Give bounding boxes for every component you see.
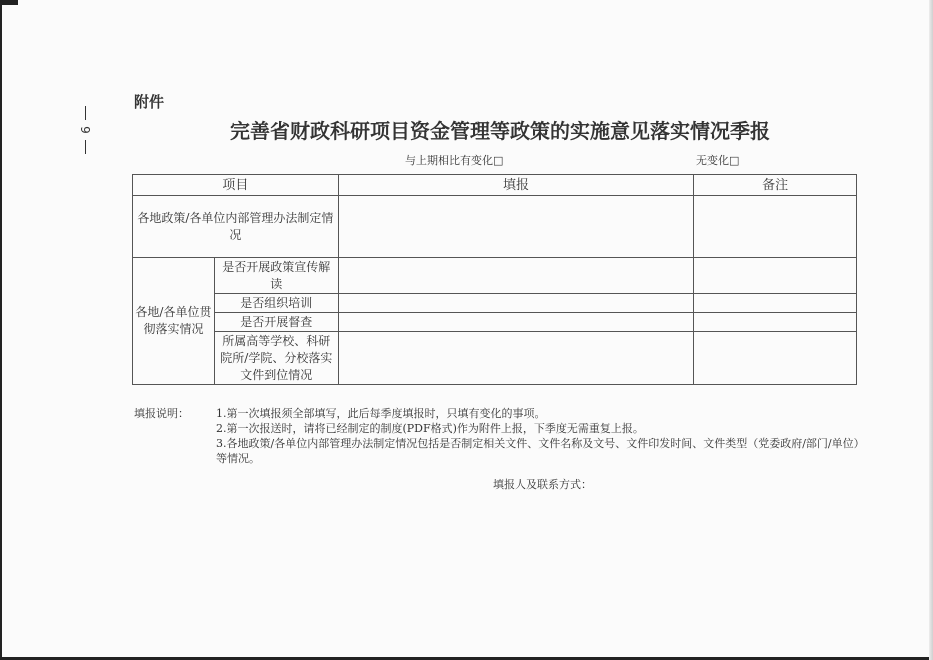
note-item: 2.第一次报送时，请将已经制定的制度(PDF格式)作为附件上报，下季度无需重复上报。 xyxy=(216,422,644,435)
sub-item-label: 所属高等学校、科研院所/学院、分校落实文件到位情况 xyxy=(214,332,338,385)
document-title: 完善省财政科研项目资金管理等政策的实施意见落实情况季报 xyxy=(230,119,770,143)
header-item: 项目 xyxy=(133,175,339,196)
scan-border-mark xyxy=(0,0,18,5)
row-policy-fill[interactable] xyxy=(338,196,693,258)
sub-item-fill[interactable] xyxy=(338,332,693,385)
page-number-value: 9 xyxy=(78,126,92,134)
sub-item-remark[interactable] xyxy=(694,332,857,385)
note-item: 1.第一次填报须全部填写，此后每季度填报时，只填有变化的事项。 xyxy=(216,407,546,420)
scan-border-right xyxy=(929,0,933,660)
page-number-dash-top xyxy=(85,106,86,120)
unchanged-checkbox-label: 无变化□ xyxy=(696,154,740,167)
group-implementation-label: 各地/各单位贯彻落实情况 xyxy=(133,258,215,385)
attachment-label: 附件 xyxy=(134,93,165,111)
table-row xyxy=(133,258,857,294)
notes-list xyxy=(216,406,866,466)
changed-checkbox-label: 与上期相比有变化□ xyxy=(405,154,504,167)
page-number-dash-bottom xyxy=(85,140,86,154)
row-policy-label: 各地政策/各单位内部管理办法制定情况 xyxy=(133,196,339,258)
sub-item-label: 是否开展政策宣传解读 xyxy=(214,258,338,294)
table-row xyxy=(133,196,857,258)
row-policy-remark[interactable] xyxy=(694,196,857,258)
notes-label: 填报说明： xyxy=(134,407,189,420)
note-item: 3.各地政策/各单位内部管理办法制定情况包括是否制定相关文件、文件名称及文号、文件印发时间、文件类型（党委政府/部门/单位）等情况。 xyxy=(216,437,865,465)
page-number xyxy=(78,106,92,154)
sub-item-fill[interactable] xyxy=(338,258,693,294)
sub-item-fill[interactable] xyxy=(338,294,693,313)
scan-border-left xyxy=(0,0,2,660)
table-header-row xyxy=(133,175,857,196)
contact-label: 填报人及联系方式： xyxy=(493,478,592,491)
sub-item-remark[interactable] xyxy=(694,313,857,332)
sub-item-label: 是否开展督查 xyxy=(214,313,338,332)
sub-item-remark[interactable] xyxy=(694,294,857,313)
header-fill: 填报 xyxy=(338,175,693,196)
sub-item-fill[interactable] xyxy=(338,313,693,332)
report-table xyxy=(132,174,857,385)
table-row xyxy=(133,332,857,385)
sub-item-remark[interactable] xyxy=(694,258,857,294)
header-remark: 备注 xyxy=(694,175,857,196)
table-row xyxy=(133,294,857,313)
sub-item-label: 是否组织培训 xyxy=(214,294,338,313)
table-row xyxy=(133,313,857,332)
